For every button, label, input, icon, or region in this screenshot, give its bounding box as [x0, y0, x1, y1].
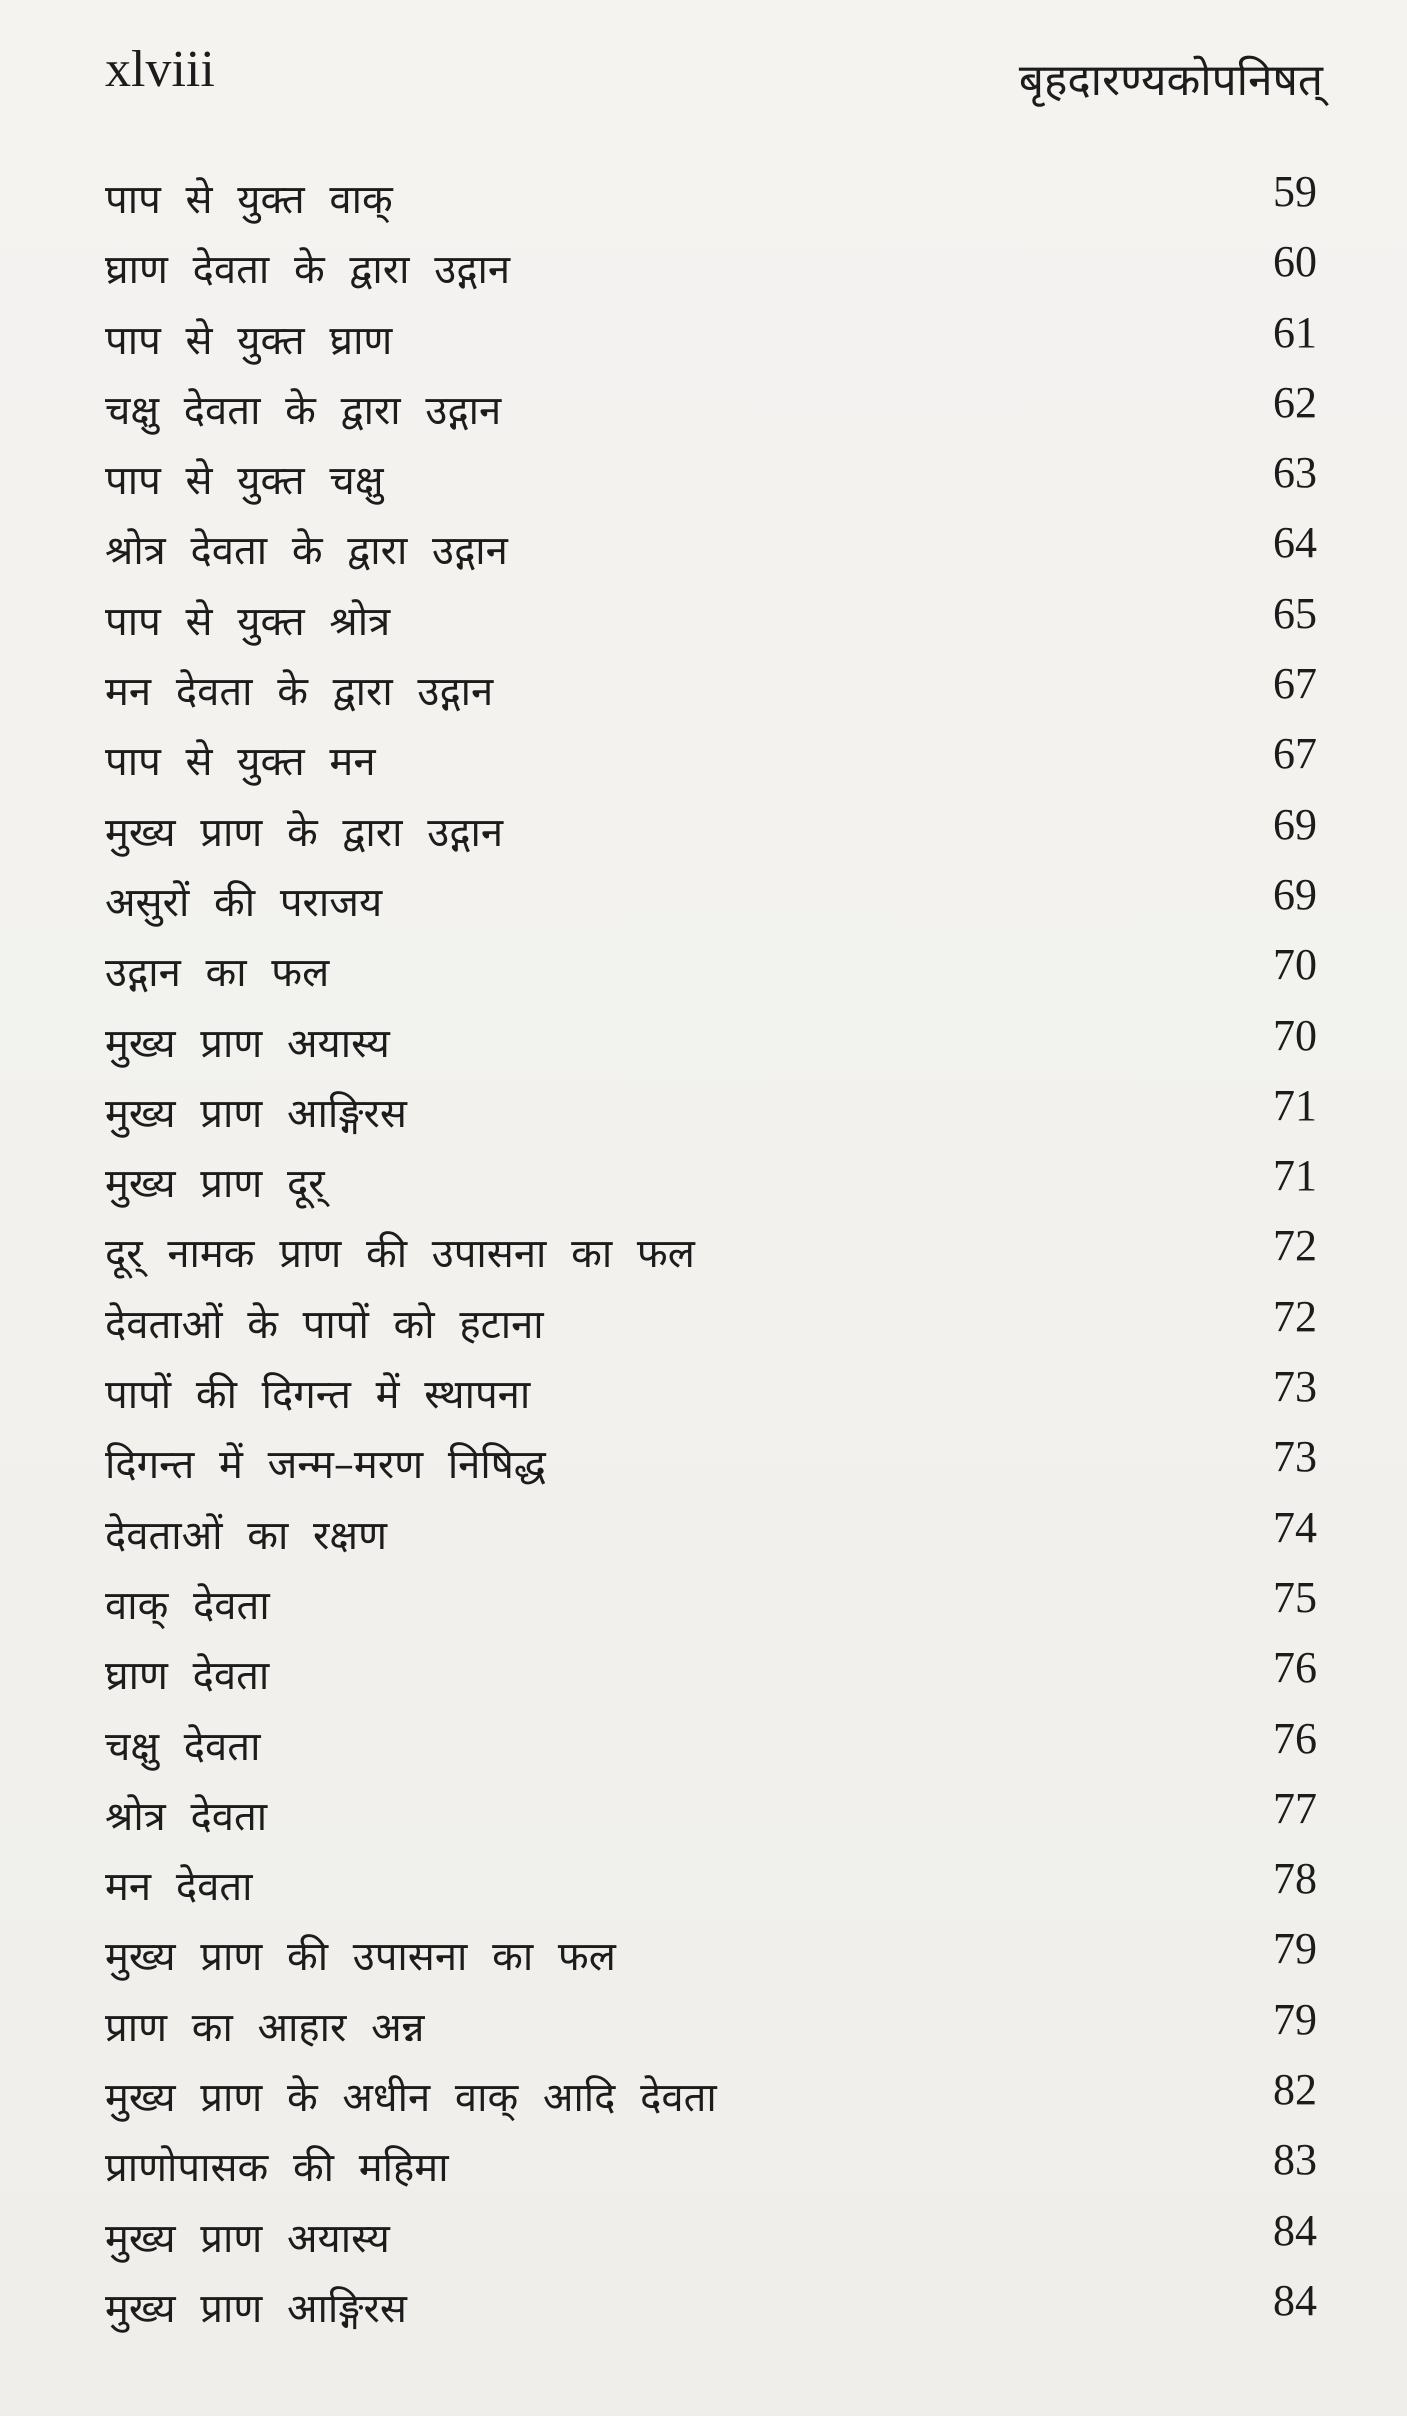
toc-entry-page: 71 — [1273, 1080, 1317, 1130]
toc-entry-title: मुख्य प्राण के द्वारा उद्गान — [105, 809, 504, 856]
toc-entry — [105, 1287, 1317, 1357]
toc-entry — [105, 232, 1317, 302]
toc-entry-page: 72 — [1273, 1221, 1317, 1271]
table-of-contents — [105, 162, 1317, 2341]
toc-entry — [105, 795, 1317, 865]
toc-entry-title: पाप से युक्त चक्षु — [105, 458, 384, 505]
toc-entry-page: 62 — [1273, 377, 1317, 427]
toc-entry — [105, 1006, 1317, 1076]
toc-entry-page: 60 — [1273, 237, 1317, 287]
toc-entry-title: देवताओं का रक्षण — [105, 1512, 387, 1559]
toc-entry-page: 75 — [1273, 1572, 1317, 1622]
toc-entry — [105, 443, 1317, 513]
toc-entry-title: उद्गान का फल — [105, 950, 330, 997]
toc-entry — [105, 1568, 1317, 1638]
toc-entry-page: 73 — [1273, 1432, 1317, 1482]
toc-entry — [105, 1427, 1317, 1497]
toc-entry-title: मुख्य प्राण आङ्गिरस — [105, 1090, 407, 1137]
toc-entry — [105, 654, 1317, 724]
toc-entry — [105, 584, 1317, 654]
toc-entry — [105, 162, 1317, 232]
toc-entry-page: 64 — [1273, 518, 1317, 568]
toc-entry-title: पापों की दिगन्त में स्थापना — [105, 1372, 531, 1419]
toc-entry-title: घ्राण देवता के द्वारा उद्गान — [105, 247, 511, 294]
toc-entry — [105, 1779, 1317, 1849]
toc-entry — [105, 303, 1317, 373]
toc-entry-page: 76 — [1273, 1643, 1317, 1693]
toc-entry-title: दिगन्त में जन्म–मरण निषिद्ध — [105, 1442, 546, 1489]
toc-entry-title: चक्षु देवता — [105, 1723, 261, 1770]
toc-entry-page: 70 — [1273, 940, 1317, 990]
toc-entry-page: 79 — [1273, 1994, 1317, 2044]
toc-entry-page: 70 — [1273, 1010, 1317, 1060]
toc-entry-page: 65 — [1273, 588, 1317, 638]
toc-entry-page: 59 — [1273, 167, 1317, 216]
page-number: xlviii — [105, 41, 215, 98]
toc-entry-title: मुख्य प्राण आङ्गिरस — [105, 2285, 407, 2332]
toc-entry-page: 82 — [1273, 2065, 1317, 2115]
toc-entry-page: 76 — [1273, 1713, 1317, 1763]
toc-entry-page: 83 — [1273, 2135, 1317, 2185]
toc-entry — [105, 724, 1317, 794]
toc-entry — [105, 1638, 1317, 1708]
toc-entry-page: 61 — [1273, 307, 1317, 357]
toc-entry-title: मुख्य प्राण दूर् — [105, 1161, 325, 1208]
toc-entry-title: पाप से युक्त घ्राण — [105, 317, 393, 364]
toc-entry-title: वाक् देवता — [105, 1582, 270, 1629]
running-title: बृहदारण्यकोपनिषत् — [1018, 55, 1323, 106]
toc-entry-page: 77 — [1273, 1783, 1317, 1833]
toc-entry-page: 67 — [1273, 729, 1317, 779]
toc-entry — [105, 2060, 1317, 2130]
toc-entry-title: पाप से युक्त वाक् — [105, 177, 393, 223]
toc-entry-title: प्राणोपासक की महिमा — [105, 2145, 449, 2192]
toc-entry-page: 69 — [1273, 799, 1317, 849]
toc-entry — [105, 1357, 1317, 1427]
toc-entry-title: मन देवता — [105, 1864, 253, 1911]
toc-entry — [105, 1849, 1317, 1919]
toc-entry-title: दूर् नामक प्राण की उपासना का फल — [105, 1231, 695, 1278]
toc-entry — [105, 373, 1317, 443]
toc-entry-title: असुरों की पराजय — [105, 879, 383, 926]
toc-entry — [105, 2271, 1317, 2341]
toc-entry-page: 71 — [1273, 1151, 1317, 1201]
toc-entry-title: मन देवता के द्वारा उद्गान — [105, 669, 494, 716]
toc-entry-page: 74 — [1273, 1502, 1317, 1552]
toc-entry — [105, 1709, 1317, 1779]
toc-entry — [105, 2130, 1317, 2200]
toc-entry-page: 63 — [1273, 448, 1317, 498]
toc-entry-title: मुख्य प्राण अयास्य — [105, 1020, 390, 1067]
toc-entry-page: 67 — [1273, 659, 1317, 709]
toc-entry-title: देवताओं के पापों को हटाना — [105, 1301, 544, 1348]
toc-entry-page: 84 — [1273, 2275, 1317, 2325]
toc-entry-title: श्रोत्र देवता — [105, 1793, 268, 1840]
toc-entry-title: चक्षु देवता के द्वारा उद्गान — [105, 387, 502, 434]
toc-entry-title: मुख्य प्राण के अधीन वाक् आदि देवता — [105, 2075, 717, 2122]
toc-entry — [105, 1076, 1317, 1146]
toc-entry-title: घ्राण देवता — [105, 1653, 270, 1700]
toc-entry — [105, 513, 1317, 583]
toc-entry-title: श्रोत्र देवता के द्वारा उद्गान — [105, 528, 508, 575]
toc-entry-page: 78 — [1273, 1854, 1317, 1904]
toc-entry — [105, 2201, 1317, 2271]
toc-entry — [105, 1498, 1317, 1568]
toc-entry-title: पाप से युक्त श्रोत्र — [105, 598, 391, 645]
toc-entry-page: 69 — [1273, 869, 1317, 919]
toc-entry-page: 79 — [1273, 1924, 1317, 1974]
toc-entry — [105, 935, 1317, 1005]
toc-entry-title: मुख्य प्राण अयास्य — [105, 2215, 390, 2262]
toc-entry-title: मुख्य प्राण की उपासना का फल — [105, 1934, 616, 1981]
toc-entry — [105, 1146, 1317, 1216]
toc-entry — [105, 865, 1317, 935]
toc-entry-title: पाप से युक्त मन — [105, 739, 376, 786]
toc-entry-title: प्राण का आहार अन्न — [105, 2004, 425, 2051]
toc-entry-page: 72 — [1273, 1291, 1317, 1341]
toc-entry — [105, 1216, 1317, 1286]
toc-entry — [105, 1990, 1317, 2060]
toc-entry — [105, 1919, 1317, 1989]
toc-entry-page: 73 — [1273, 1362, 1317, 1412]
toc-entry-page: 84 — [1273, 2205, 1317, 2255]
